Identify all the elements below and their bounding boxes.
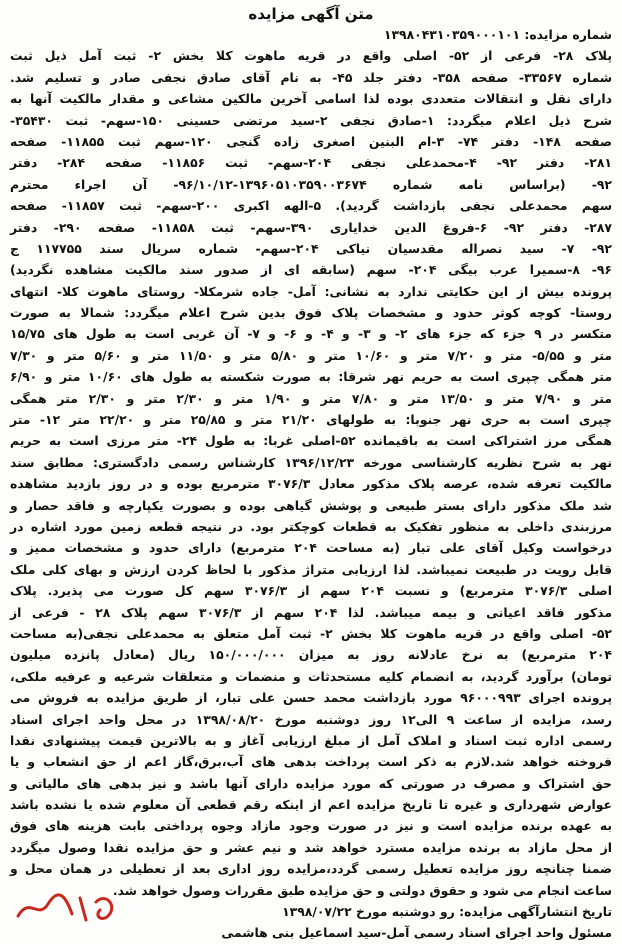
- notice-line: نهر به شرح نظریه کارشناسی مورخه ۱۳۹۶/۱۲/۲۳ کارشناس رسمی دادگستری: مطابق سند: [10, 454, 613, 470]
- notice-line: متکسر در ۹ جزء که جزء های ۲- و ۳- و ۴- و ۶- و ۷- آن غربی است به طول های ۱۵/۷۵: [10, 326, 612, 342]
- notice-line: حق اشتراک و مصرف در صورتی که مورد مزایده دارای آنها باشد و نیز بدهی های مالیاتی و: [10, 775, 612, 791]
- notice-line: رسمی اداره ثبت اسناد و املاک آمل از مبلغ ارزیابی آغاز و به بالاترین قیمت پیشنهادی نقدا: [10, 732, 612, 748]
- notice-line: ۵۲- اصلی واقع در قریه ماهوت کلا بخش ۲- ثبت آمل متعلق به محمدعلی نجفی(به مساحت: [10, 625, 612, 641]
- notice-line: ۲۸۱- دفتر ۹۲- ۴-محمدعلی نجفی ۲۰۴-سهم- ثبت ۱۱۸۵۶- صفحه ۲۸۴- دفتر: [10, 155, 612, 171]
- publication-date-line: تاریخ انتشارآگهی مزایده: رو دوشنبه مورخ ۱۳۹۸/۰۷/۲۲: [282, 904, 612, 920]
- notice-line: اصلی ۳۰۷۶/۳ مترمربع) و نسبت ۲۰۴ سهم از ۳۰۷۶/۳ سهم کل صورت می پذیرد. پلاک: [10, 583, 612, 599]
- notice-line: رسد، مزایده از ساعت ۹ الی۱۲ روز دوشنبه مورخ ۱۳۹۸/۰۸/۲۰ در محل واحد اجرای اسناد: [10, 711, 612, 727]
- notice-line: شماره مزایده: ۱۳۹۸۰۴۳۱۰۳۵۹۰۰۰۱۰۱: [383, 27, 612, 42]
- notice-line: شد ملک مذکور دارای بستر طبیعی و پوشش گیاهی بوده و بصورت یکپارچه و فاقد حصار و: [10, 497, 612, 513]
- notice-line: فروخته خواهد شد.لازم به ذکر است پرداخت بدهی های آب،برق،گاز اعم از حق انشعاب و یا: [10, 754, 612, 770]
- notice-line: از محل مازاد به برنده مزایده مسترد خواهد شد و نیم عشر و حق مزایده نقدا وصول میگردد: [10, 839, 612, 855]
- notice-line: عوارض شهرداری و غیره تا تاریخ مزایده اعم از اینکه رقم قطعی آن معلوم شده یا نشده باشد: [10, 797, 612, 813]
- notice-line: به عهده برنده مزایده است و نیز در صورت وجود مازاد وجوه پرداختی بابت هزینه های فوق: [10, 818, 612, 834]
- notice-line: ۲۸۷- دفتر ۹۲- ۶-فروغ الدین خدایاری ۳۹۰-سهم- ثبت ۱۱۸۵۸- صفحه ۲۹۰- دفتر: [10, 219, 612, 235]
- notice-line: روستا- کوچه کوثر حدود و مشخصات پلاک فوق بدین شرح اعلام میگردد: شمالا به صورت: [10, 305, 612, 321]
- handwritten-mark: [10, 886, 130, 926]
- notice-line: شرح ذیل اعلام میگردد: ۱-صادق نجفی ۲-سید مرتضی حسینی ۱۵۰-سهم- ثبت ۳۵۴۳۰-: [10, 112, 612, 128]
- notice-line: همگی مرز اشتراکی است به باقیمانده ۵۲-اصلی غربا: به طول ۲۴- متر مرزی است به حریم: [10, 433, 612, 449]
- notice-line: مالکیت تعرفه شده، عرصه پلاک مذکور معادل ۳۰۷۶/۳ مترمربع بوده و در روز بازدید مشاهده: [10, 476, 612, 492]
- notice-line: ساعت انجام می شود و حقوق دولتی و حق مزایده طبق مقررات وصول خواهد شد.: [112, 882, 612, 898]
- notice-line: شماره ۳۳۵۶۷- صفحه ۳۵۸- دفتر جلد ۴۵- به نام آقای صادق نجفی صادر و تسلیم شد.: [10, 69, 613, 85]
- notice-line: قابل رویت در طبیعت نمیباشد. لذا ارزیابی متراژ مذکور با لحاظ کردن ارزش و بهای کلی ملک: [10, 561, 612, 577]
- notice-line: متر همگی چپری است به حریم نهر شرقا: به صورت شکسته به طول های ۱۰/۶۰ متر و ۶/۹۰: [10, 369, 612, 385]
- notice-line: تومان) برآورد گردید، به انضمام کلیه مستحدثات و منضمات و متعلقات شرعیه و عرفیه ملکی،: [10, 668, 612, 684]
- notice-line: متر و ۷/۹۰ متر و ۱۳/۵۰ متر و ۷/۸۰ متر و ۱/۹۰ متر و ۲/۳۰ متر و ۲/۳۰ متر همگی: [10, 390, 612, 406]
- notice-line: مذکور فاقد اعیانی و بیمه میباشد. لذا ۲۰۴ سهم از ۳۰۷۶/۳ سهم پلاک ۲۸ - فرعی از: [10, 604, 612, 620]
- notice-title: متن آگهی مزایده: [248, 5, 374, 23]
- notice-line: مرزبندی داخلی به منظور تفکیک به قطعات کوچکتر بود. در نتیجه قطعه زمین مورد اشاره در: [10, 518, 612, 534]
- notice-line: ۹۲- ۷- سید نصراله مقدسیان نیاکی ۲۰۴-سهم- شماره سریال سند ۱۱۷۷۵۵ ج: [10, 240, 612, 256]
- notice-line: متر و ۵/۵۵- متر و ۷/۲۰ متر و ۱۰/۶۰ متر و ۵/۸۰ متر و ۱۱/۵۰ متر و ۵/۶۰ متر و ۷/۳۰: [10, 347, 612, 363]
- notice-line: پرونده بیش از این حکایتی ندارد به نشانی: آمل- جاده شرمکلا- روستای ماهوت کلا- انتهای: [10, 283, 612, 299]
- notice-line: سهم محمدعلی نجفی بازداشت گردید). ۵-الهه اکبری ۲۰۰-سهم- ثبت ۱۱۸۵۷- صفحه: [10, 198, 613, 214]
- notice-line: ۹۶- ۸-سمیرا عرب بیگی ۲۰۴- سهم (سابقه ای از صدور سند مالکیت مشاهده نگردید): [10, 262, 612, 278]
- notice-line: چپری است به حری نهر جنوبا: به طولهای ۲۱/۲۰ متر و ۲۵/۸۵ متر و ۲۲/۲۰ متر ۱۲- متر: [10, 412, 612, 428]
- notice-line: ۲۰۴ مترمربع) به نرخ عادلانه روز به میزان ۱۵۰/۰۰۰/۰۰۰ ریال (معادل پانزده میلیون: [10, 647, 612, 663]
- notice-line: درخواست وکیل آقای علی تبار (به مساحت ۲۰۴ مترمربع) دارای حدود و مشخصات ممیز و: [10, 540, 612, 556]
- notice-line: صفحه ۱۴۸- دفتر ۷۴- ۳-ام البنین اصغری زاده گنجی ۱۲۰-سهم ثبت ۱۱۸۵۵- صفحه: [10, 133, 613, 149]
- notice-line: پلاک ۲۸- فرعی از ۵۲- اصلی واقع در قریه ماهوت کلا بخش ۲- ثبت آمل ذیل ثبت: [10, 48, 612, 64]
- notice-line: پرونده اجرای ۹۶۰۰۰۹۹۳ مورد بازداشت محمد حسن علی تبار، از طریق مزایده به فروش می: [10, 690, 612, 706]
- notice-line: ضمنا چنانچه روز مزایده تعطیل رسمی گردد،مزایده روز اداری بعد از تعطیلی در همان محل و: [10, 861, 612, 877]
- notice-line: دارای نقل و انتقالات متعددی بوده لذا اسامی آخرین مالکین مشاعی و مقدار مالکیت آنها به: [10, 91, 612, 107]
- notice-line: ۹۲- (براساس نامه شماره ۱۳۹۶۰۵۱۰۳۵۹۰۰۳۶۷۴-۹۶/۱۰/۱۲- آن اجراء محترم: [10, 176, 612, 192]
- notice-body: [10, 24, 612, 944]
- signature-line: مسئول واحد اجرای اسناد رسمی آمل-سید اسماعیل بنی هاشمی: [221, 925, 612, 941]
